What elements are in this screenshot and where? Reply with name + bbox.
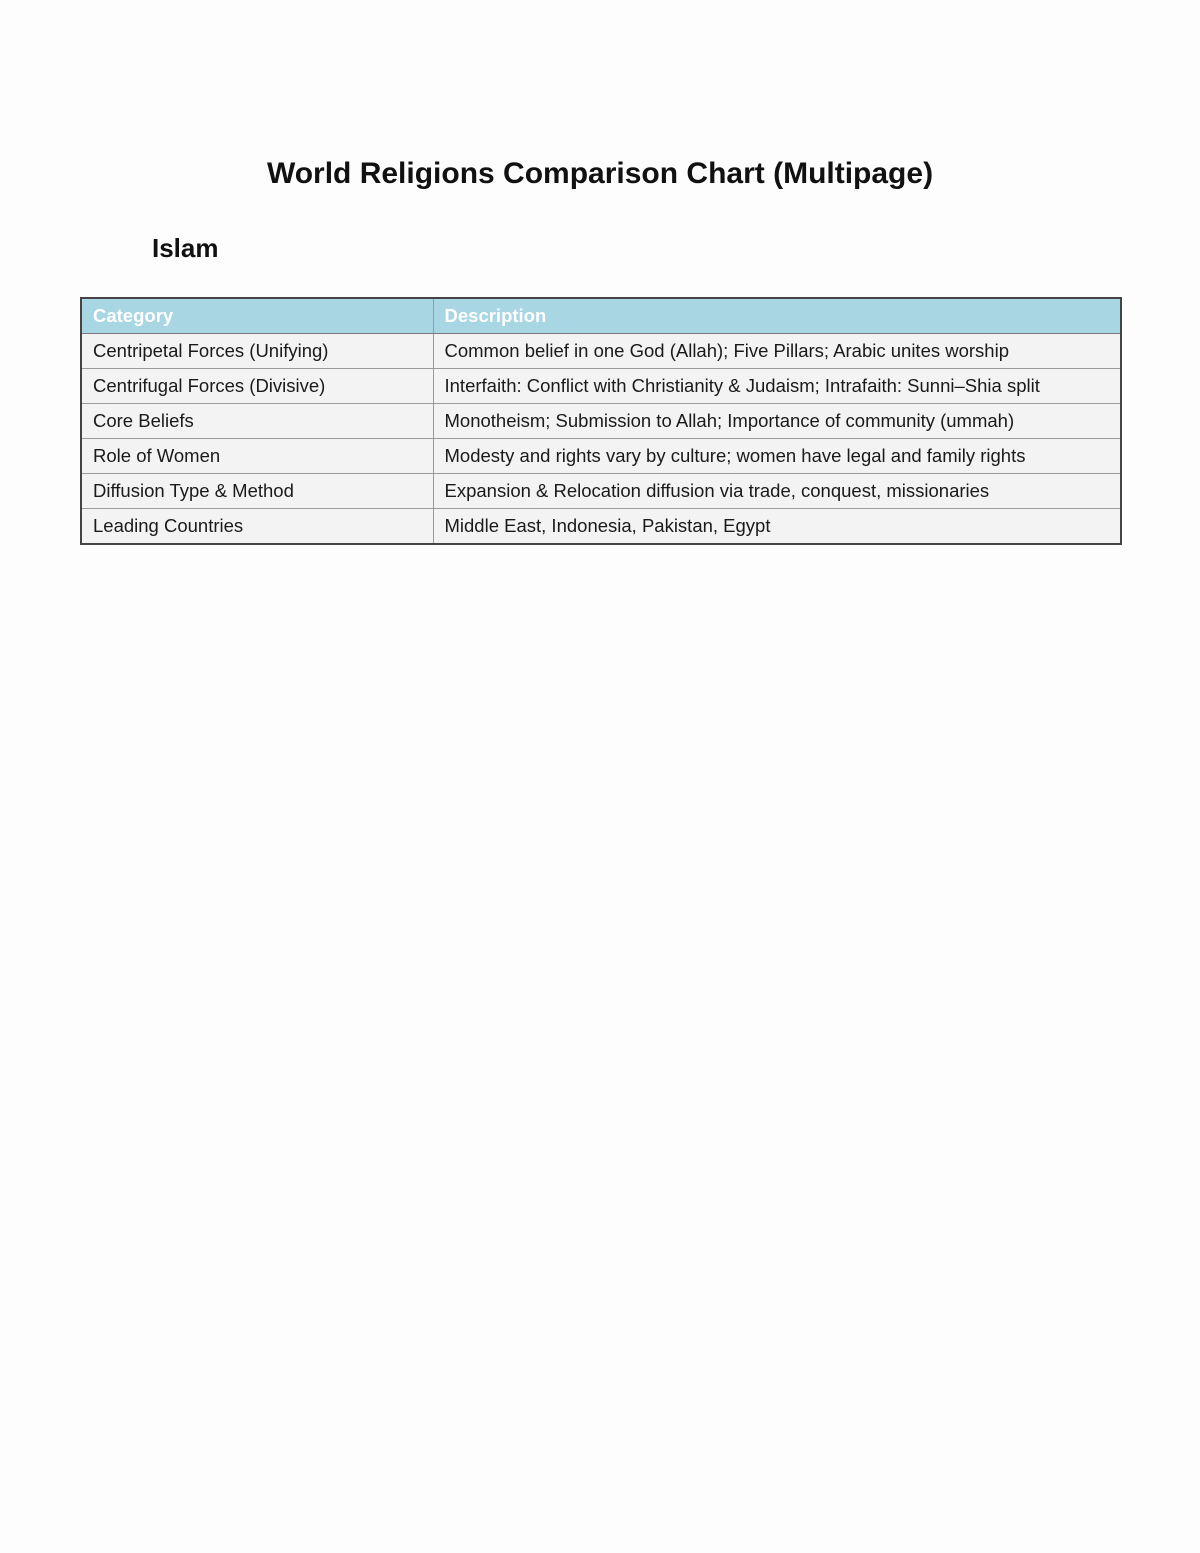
section-heading-islam: Islam: [152, 233, 219, 263]
column-header-category: Category: [81, 298, 433, 334]
table-row: [81, 474, 1121, 509]
category-cell: Leading Countries: [81, 509, 433, 545]
table-row: [81, 369, 1121, 404]
table-row: [81, 334, 1121, 369]
category-cell: Core Beliefs: [81, 404, 433, 439]
category-cell: Centripetal Forces (Unifying): [81, 334, 433, 369]
table-row: [81, 439, 1121, 474]
category-cell: Diffusion Type & Method: [81, 474, 433, 509]
description-cell: Interfaith: Conflict with Christianity & Judaism; Intrafaith: Sunni–Shia split: [433, 369, 1121, 404]
description-cell: Middle East, Indonesia, Pakistan, Egypt: [433, 509, 1121, 545]
description-cell: Modesty and rights vary by culture; women have legal and family rights: [433, 439, 1121, 474]
table-row: [81, 404, 1121, 439]
comparison-table: [80, 297, 1122, 545]
category-cell: Role of Women: [81, 439, 433, 474]
description-cell: Common belief in one God (Allah); Five Pillars; Arabic unites worship: [433, 334, 1121, 369]
document-title: World Religions Comparison Chart (Multipage): [266, 157, 934, 190]
category-cell: Centrifugal Forces (Divisive): [81, 369, 433, 404]
description-cell: Expansion & Relocation diffusion via trade, conquest, missionaries: [433, 474, 1121, 509]
table-row: [81, 509, 1121, 545]
column-header-description: Description: [433, 298, 1121, 334]
comparison-table-container: [80, 297, 1120, 545]
table-header-row: [81, 298, 1121, 334]
description-cell: Monotheism; Submission to Allah; Importance of community (ummah): [433, 404, 1121, 439]
